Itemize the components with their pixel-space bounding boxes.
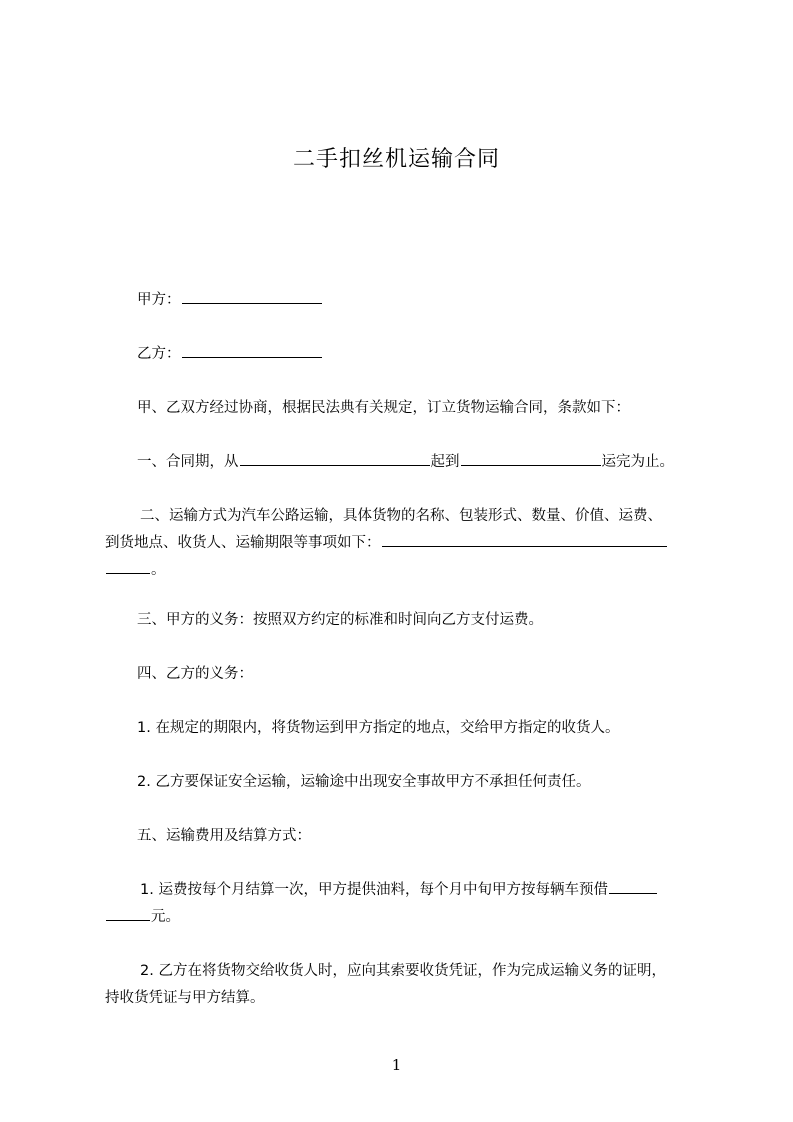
party-b-line [137, 344, 747, 364]
clause-1-suffix: 运完为止。 [601, 454, 674, 470]
party-a-blank [182, 290, 322, 304]
intro-paragraph: 甲、乙双方经过协商，根据民法典有关规定，订立货物运输合同，条款如下： [137, 400, 630, 416]
clause-5-item-2-line-1: 2. 乙方在将货物交给收货人时，应向其索要收货凭证，作为完成运输义务的证明， [140, 963, 666, 979]
party-b-blank [182, 344, 322, 358]
clause-2-line-3 [105, 560, 715, 580]
advance-amount-blank [609, 880, 657, 894]
clause-5-item-1-line-2 [105, 907, 715, 927]
clause-2-line-2-text: 到货地点、收货人、运输期限等事项如下： [105, 535, 381, 551]
clause-5-item-1-text: 1. 运费按每个月结算一次，甲方提供油料，每个月中旬甲方按每辆车预借 [140, 882, 608, 898]
party-b-label: 乙方： [137, 346, 181, 362]
clause-1-prefix: 一、合同期，从 [137, 454, 239, 470]
clause-1-start-blank [240, 452, 430, 466]
clause-3: 三、甲方的义务：按照双方约定的标准和时间向乙方支付运费。 [137, 612, 543, 628]
clause-2-line-2 [105, 533, 715, 553]
clause-2-line-1: 二、运输方式为汽车公路运输，具体货物的名称、包装形式、数量、价值、运费、 [140, 508, 662, 524]
party-a-label: 甲方： [137, 292, 181, 308]
clause-2-line-3-suffix: 。 [151, 562, 166, 578]
clause-2-goods-blank [382, 533, 667, 547]
clause-1-end-blank [461, 452, 601, 466]
clause-1-middle: 起到 [430, 454, 460, 470]
clause-2-goods-blank-continued [106, 560, 150, 574]
clause-5-item-1-line-1 [140, 880, 750, 900]
advance-amount-blank-continued [106, 907, 150, 921]
clause-4-heading: 四、乙方的义务： [137, 666, 253, 682]
document-title: 二手扣丝机运输合同 [292, 147, 500, 172]
party-a-line [137, 290, 747, 310]
clause-1 [137, 452, 747, 472]
clause-5-heading: 五、运输费用及结算方式： [137, 828, 311, 844]
clause-5-item-2-line-2: 持收货凭证与甲方结算。 [105, 990, 265, 1006]
clause-5-item-1-suffix: 元。 [151, 909, 180, 925]
clause-4-item-2: 2. 乙方要保证安全运输，运输途中出现安全事故甲方不承担任何责任。 [137, 774, 591, 790]
page-number: 1 [391, 1056, 402, 1074]
clause-4-item-1: 1. 在规定的期限内，将货物运到甲方指定的地点，交给甲方指定的收货人。 [137, 720, 620, 736]
